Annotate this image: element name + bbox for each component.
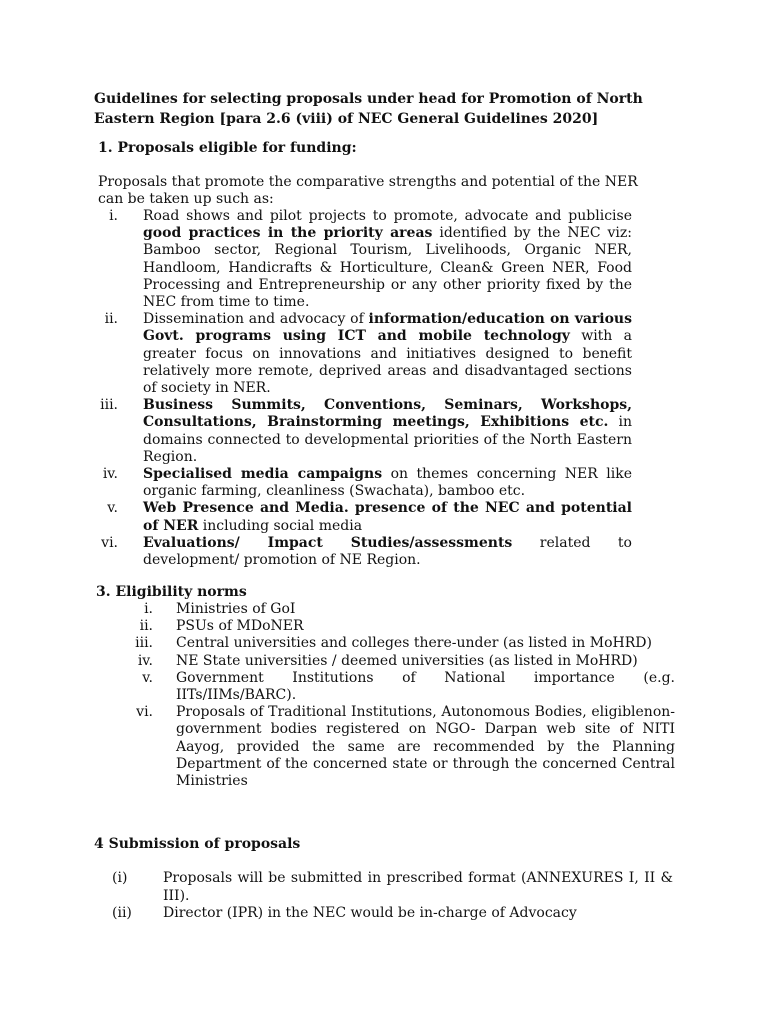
list-item-number: v. xyxy=(107,500,118,517)
list-item-text: related to development/ promotion of NE Region. xyxy=(143,534,632,569)
section-4-list xyxy=(112,870,673,923)
section-3-list xyxy=(120,601,675,790)
list-item xyxy=(120,653,675,670)
list-item-text: NE State universities / deemed universities (as listed in MoHRD) xyxy=(176,652,638,669)
list-item-text: Government Institutions of National importance (e.g. IITs/IIMs/BARC). xyxy=(176,669,675,704)
list-item-text: Proposals will be submitted in prescribed format (ANNEXURES I, II & III). xyxy=(163,870,673,904)
list-item-number: vi. xyxy=(136,704,153,721)
list-item-number: iv. xyxy=(102,466,118,483)
list-item-number: ii. xyxy=(104,311,118,328)
list-item-number: (i) xyxy=(112,870,128,886)
list-item-number: iii. xyxy=(135,635,153,652)
list-item-number: i. xyxy=(109,208,118,224)
list-item xyxy=(112,905,673,923)
list-item-bold-text: good practices in the priority areas xyxy=(143,225,433,242)
list-item xyxy=(120,601,675,618)
list-item xyxy=(120,704,675,790)
list-item xyxy=(80,397,632,466)
list-item xyxy=(80,208,632,311)
list-item-text: Road shows and pilot projects to promote, advocate and publicise xyxy=(143,208,632,224)
list-item xyxy=(120,618,675,635)
list-item-text: PSUs of MDoNER xyxy=(176,618,304,635)
list-item xyxy=(112,870,673,905)
list-item-number: i. xyxy=(144,601,153,617)
list-item-text: in domains connected to developmental priorities of the North Eastern Region. xyxy=(143,414,632,465)
list-item-number: v. xyxy=(142,669,153,686)
list-item-bold-text: information/education on various Govt. programs using ICT and mobile technology xyxy=(143,311,632,345)
list-item-number: iii. xyxy=(100,397,118,414)
section-4-heading: 4 Submission of proposals xyxy=(94,836,301,852)
list-item-text: identified by the NEC viz: Bamboo sector, Regional Tourism, Livelihoods, Organic NER, Handloom, Handicrafts & Horticulture, Clean& Green NER, Food Processing and Entrepreneurship or any other priority fixed by the NEC from time to time. xyxy=(143,225,632,311)
list-item-text: Dissemination and advocacy of xyxy=(143,311,369,328)
section-1-list xyxy=(80,208,632,569)
list-item-text: Central universities and colleges there-under (as listed in MoHRD) xyxy=(176,635,652,652)
list-item-text: on themes concerning NER like organic farming, cleanliness (Swachata), bamboo etc. xyxy=(143,466,632,500)
list-item xyxy=(120,635,675,652)
list-item-bold-text: Web Presence and Media. presence of the NEC and potential of NER xyxy=(143,500,632,534)
section-1-intro: Proposals that promote the comparative strengths and potential of the NER can be taken up such as: xyxy=(98,174,638,208)
list-item-bold-text: Evaluations/ Impact Studies/assessments xyxy=(143,534,513,551)
section-3-heading: 3. Eligibility norms xyxy=(96,584,247,600)
list-item xyxy=(80,311,632,397)
list-item-text: Ministries of GoI xyxy=(176,601,296,617)
section-1-heading: 1. Proposals eligible for funding: xyxy=(98,140,357,156)
list-item-number: iv. xyxy=(137,652,153,669)
list-item xyxy=(80,466,632,500)
list-item-text: Director (IPR) in the NEC would be in-charge of Advocacy xyxy=(163,905,577,921)
list-item xyxy=(120,670,675,704)
list-item xyxy=(80,500,632,534)
list-item-bold-text: Business Summits, Conventions, Seminars, Workshops, Consultations, Brainstorming meetings, Exhibitions etc. xyxy=(143,397,632,431)
list-item-number: ii. xyxy=(139,618,153,635)
list-item-text: including social media xyxy=(198,517,363,534)
list-item-number: vi. xyxy=(101,534,118,551)
list-item-number: (ii) xyxy=(112,905,132,921)
list-item-text: Proposals of Traditional Institutions, Autonomous Bodies, eligiblenon-government bodies registered on NGO- Darpan web site of NITI Aayog, provided the same are recommended by the Planning Department of the concerned state or through the concerned Central Ministries xyxy=(176,704,675,790)
document-title: Guidelines for selecting proposals under head for Promotion of North Eastern Region [para 2.6 (viii) of NEC General Guidelines 2020] xyxy=(94,91,643,127)
list-item xyxy=(80,535,632,569)
list-item-text: with a greater focus on innovations and initiatives designed to benefit relatively more remote, deprived areas and disadvantaged sections of society in NER. xyxy=(143,328,632,397)
list-item-bold-text: Specialised media campaigns xyxy=(143,466,383,483)
